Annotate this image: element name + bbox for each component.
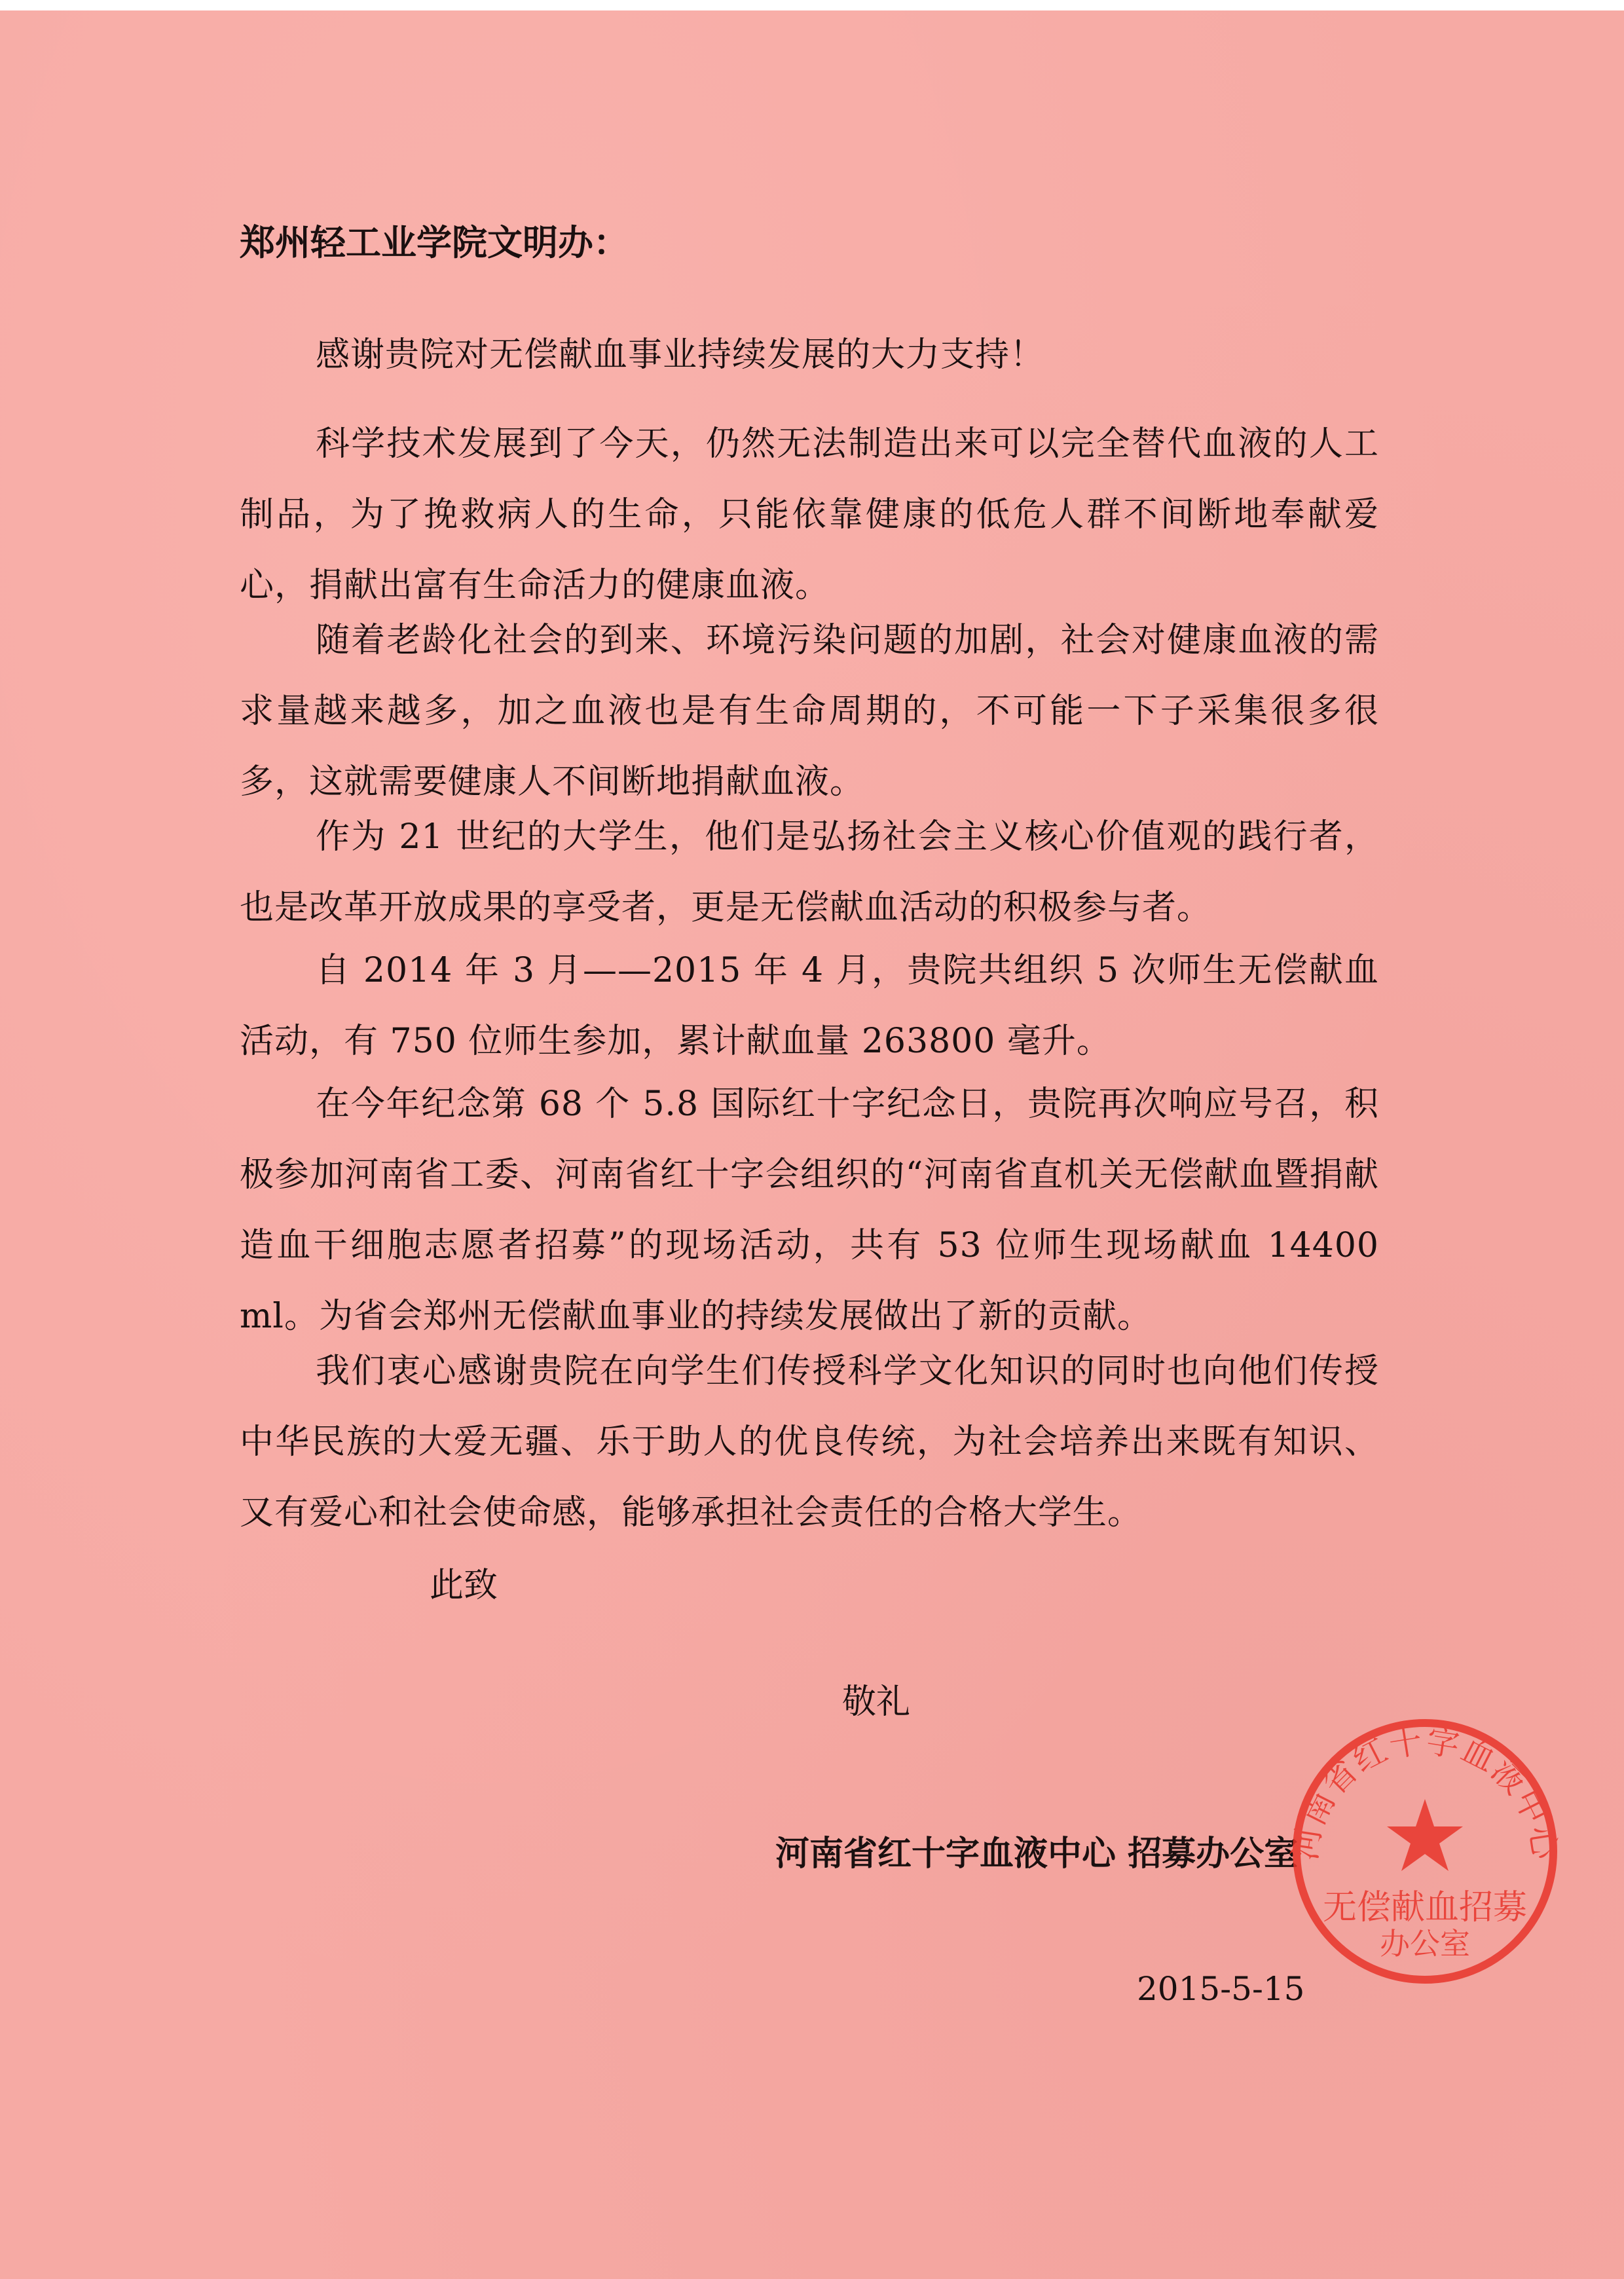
paragraph-6: 在今年纪念第 68 个 5.8 国际红十字纪念日，贵院再次响应号召，积极参加河南省工委、河南省红十字会组织的“河南省直机关无偿献血暨捐献造血干细胞志愿者招募”的现场活动，共有 53 位师生现场献血 14400 ml。为省会郑州无偿献血事业的持续发展做出了新的贡献。 bbox=[240, 1084, 1379, 1336]
salutation: 郑州轻工业学院文明办： bbox=[240, 222, 629, 263]
closing-ci-zhi: 此致 bbox=[430, 1566, 498, 1605]
closing-jing-li: 敬礼 bbox=[842, 1682, 911, 1722]
paragraph-5: 自 2014 年 3 月——2015 年 4 月，贵院共组织 5 次师生无偿献血活动，有 750 位师生参加，累计献血量 263800 毫升。 bbox=[240, 951, 1379, 1061]
paragraph-7: 我们衷心感谢贵院在向学生们传授科学文化知识的同时也向他们传授中华民族的大爱无疆、乐于助人的优良传统，为社会培养出来既有知识、又有爱心和社会使命感，能够承担社会责任的合格大学生。 bbox=[240, 1352, 1379, 1532]
seal-star-icon bbox=[1387, 1799, 1463, 1871]
seal-inner-text-2: 办公室 bbox=[1380, 1926, 1470, 1961]
paragraph-3: 随着老龄化社会的到来、环境污染问题的加剧，社会对健康血液的需求量越来越多，加之血液也是有生命周期的，不可能一下子采集很多很多，这就需要健康人不间断地捐献血液。 bbox=[240, 621, 1379, 802]
svg-text:河南省红十字血液中心 bbox=[1285, 1722, 1564, 1862]
seal-outer-text: 河南省红十字血液中心 bbox=[1285, 1722, 1564, 1863]
paragraph-2: 科学技术发展到了今天，仍然无法制造出来可以完全替代血液的人工制品，为了挽救病人的生命，只能依靠健康的低危人群不间断地奉献爱心，捐献出富有生命活力的健康血液。 bbox=[240, 424, 1379, 605]
date: 2015-5-15 bbox=[1137, 1970, 1305, 2008]
paragraph-1: 感谢贵院对无偿献血事业持续发展的大力支持！ bbox=[316, 335, 1045, 375]
paragraph-4: 作为 21 世纪的大学生，他们是弘扬社会主义核心价值观的践行者，也是改革开放成果的享受者，更是无偿献血活动的积极参与者。 bbox=[240, 817, 1379, 927]
official-seal bbox=[1268, 1711, 1582, 1986]
signer: 河南省红十字血液中心 招募办公室 bbox=[775, 1834, 1299, 1874]
seal-inner-text-1: 无偿献血招募 bbox=[1322, 1888, 1528, 1927]
letter-page bbox=[0, 10, 1624, 2279]
